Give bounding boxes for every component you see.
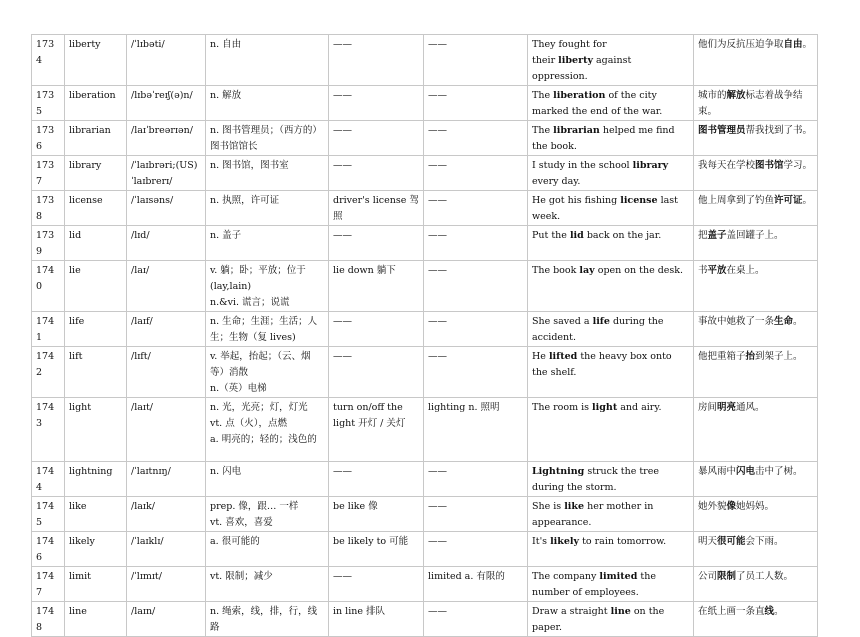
- table-row: [32, 532, 818, 567]
- translation: [694, 261, 818, 312]
- sentence-text: The: [532, 90, 554, 101]
- derivative-cell: ——: [424, 347, 528, 398]
- translation: [694, 121, 818, 156]
- translation-text: 会下雨。: [745, 536, 784, 547]
- highlighted-word: lifted: [548, 351, 578, 362]
- entry-number: 1739: [32, 226, 65, 261]
- entry-number: 1742: [32, 347, 65, 398]
- phonetic: /lɪd/: [127, 226, 206, 261]
- entry-number: 1736: [32, 121, 65, 156]
- highlighted-word: 生命: [774, 316, 794, 327]
- sentence-text: during the accident.: [532, 316, 664, 343]
- phrase-cell: be likely to 可能: [329, 532, 424, 567]
- translation-text: 明天: [698, 536, 718, 547]
- highlighted-word: 图书馆: [755, 160, 784, 171]
- derivative-cell: limited a. 有限的: [424, 567, 528, 602]
- part-of-speech-cell: [206, 462, 329, 497]
- table-row: [32, 156, 818, 191]
- phonetic: /laɪt/: [127, 398, 206, 462]
- part-of-speech-cell: [206, 86, 329, 121]
- highlighted-word: life: [592, 316, 610, 327]
- translation-text: 她妈妈。: [736, 501, 775, 512]
- phonetic: /ˈlaɪbrəri;(US)ˈlaɪbrerɪ/: [127, 156, 206, 191]
- highlighted-word: 图书管理员: [698, 125, 746, 136]
- example-sentence: [528, 602, 694, 637]
- definition-line: n. 绳索，线，排，行，线路: [210, 606, 318, 633]
- phonetic: /lɪbəˈreɪʃ(ə)n/: [127, 86, 206, 121]
- headword: limit: [65, 567, 127, 602]
- phrase-cell: turn on/off the light 开灯 / 关灯: [329, 398, 424, 462]
- translation: [694, 312, 818, 347]
- translation-text: 她外貌: [698, 501, 727, 512]
- translation: [694, 35, 818, 86]
- example-sentence: [528, 497, 694, 532]
- entry-number: 1747: [32, 567, 65, 602]
- highlighted-word: like: [564, 501, 585, 512]
- headword: liberation: [65, 86, 127, 121]
- definition-line: n. 光，光亮；灯，灯光: [210, 402, 308, 413]
- translation: [694, 347, 818, 398]
- derivative-cell: ——: [424, 462, 528, 497]
- example-sentence: [528, 156, 694, 191]
- entry-number: 1745: [32, 497, 65, 532]
- translation-text: 。: [793, 316, 803, 327]
- highlighted-word: likely: [550, 536, 580, 547]
- part-of-speech-cell: [206, 261, 329, 312]
- definition-line: vt. 喜欢，喜爱: [210, 517, 273, 528]
- table-row: [32, 602, 818, 637]
- part-of-speech-cell: [206, 567, 329, 602]
- derivative-cell: ——: [424, 191, 528, 226]
- phrase-cell: ——: [329, 121, 424, 156]
- highlighted-word: 解放: [726, 90, 746, 101]
- translation-text: 。: [802, 195, 813, 206]
- part-of-speech-cell: [206, 226, 329, 261]
- highlighted-word: line: [610, 606, 631, 617]
- phrase-cell: be like 像: [329, 497, 424, 532]
- headword: lightning: [65, 462, 127, 497]
- phrase-cell: ——: [329, 347, 424, 398]
- vocabulary-table: [31, 34, 818, 637]
- phonetic: /ˈlɪmɪt/: [127, 567, 206, 602]
- highlighted-word: 限制: [717, 571, 737, 582]
- highlighted-word: 抬: [745, 351, 756, 362]
- highlighted-word: lid: [569, 230, 584, 241]
- sentence-text: back on the jar.: [583, 230, 662, 241]
- example-sentence: [528, 86, 694, 121]
- headword: lid: [65, 226, 127, 261]
- headword: license: [65, 191, 127, 226]
- translation-text: 。: [774, 606, 784, 617]
- entry-number: 1743: [32, 398, 65, 462]
- phonetic: /laɪn/: [127, 602, 206, 637]
- entry-number: 1734: [32, 35, 65, 86]
- phonetic: /ˈlɪbəti/: [127, 35, 206, 86]
- translation-text: 公司: [698, 571, 718, 582]
- translation-text: 到架子上。: [755, 351, 803, 362]
- part-of-speech-cell: [206, 602, 329, 637]
- phonetic: /laɪk/: [127, 497, 206, 532]
- sentence-text: She is: [532, 501, 565, 512]
- sentence-text: her mother in appearance.: [532, 501, 654, 528]
- phrase-cell: ——: [329, 567, 424, 602]
- sentence-text: He got his fishing: [532, 195, 621, 206]
- phonetic: /laɪf/: [127, 312, 206, 347]
- sentence-text: The company: [532, 571, 600, 582]
- entry-number: 1735: [32, 86, 65, 121]
- sentence-text: open on the desk.: [594, 265, 684, 276]
- phonetic: /ˈlaɪsəns/: [127, 191, 206, 226]
- highlighted-word: 明亮: [717, 402, 737, 413]
- phrase-cell: ——: [329, 312, 424, 347]
- part-of-speech-cell: [206, 121, 329, 156]
- translation: [694, 191, 818, 226]
- sentence-text: their: [532, 55, 559, 66]
- phrase-cell: in line 排队: [329, 602, 424, 637]
- translation-text: 事故中她救了一条: [698, 316, 775, 327]
- translation-text: 在纸上画一条直: [698, 606, 765, 617]
- highlighted-word: limited: [599, 571, 638, 582]
- table-row: [32, 121, 818, 156]
- definition-line: n. 执照，许可证: [210, 195, 280, 206]
- part-of-speech-cell: [206, 497, 329, 532]
- translation-text: 通风。: [736, 402, 765, 413]
- table-row: [32, 347, 818, 398]
- translation: [694, 497, 818, 532]
- example-sentence: [528, 462, 694, 497]
- derivative-cell: ——: [424, 86, 528, 121]
- translation-text: 他把重箱子: [698, 351, 746, 362]
- translation: [694, 156, 818, 191]
- example-sentence: [528, 191, 694, 226]
- phrase-cell: lie down 躺下: [329, 261, 424, 312]
- headword: library: [65, 156, 127, 191]
- derivative-cell: ——: [424, 602, 528, 637]
- phonetic: /ˈlaɪklɪ/: [127, 532, 206, 567]
- highlighted-word: liberty: [558, 55, 593, 66]
- highlighted-word: 自由: [783, 39, 803, 50]
- table-row: [32, 86, 818, 121]
- translation: [694, 462, 818, 497]
- translation-text: 学习。: [783, 160, 813, 171]
- phrase-cell: ——: [329, 86, 424, 121]
- translation-text: 暴风雨中: [698, 466, 737, 477]
- phonetic: /laɪ/: [127, 261, 206, 312]
- translation-text: 房间: [698, 402, 718, 413]
- phrase-cell: ——: [329, 226, 424, 261]
- translation: [694, 602, 818, 637]
- headword: lie: [65, 261, 127, 312]
- highlighted-word: liberation: [553, 90, 606, 101]
- translation-text: 盖回罐子上。: [726, 230, 784, 241]
- example-sentence: [528, 121, 694, 156]
- table-row: [32, 497, 818, 532]
- table-row: [32, 462, 818, 497]
- translation-text: 标志着战争结束。: [698, 90, 803, 117]
- headword: librarian: [65, 121, 127, 156]
- table-row: [32, 261, 818, 312]
- part-of-speech-cell: [206, 156, 329, 191]
- phrase-cell: driver's license 驾照: [329, 191, 424, 226]
- table-body: [32, 35, 818, 637]
- sentence-text: It's: [532, 536, 551, 547]
- example-sentence: [528, 398, 694, 462]
- definition-line: prep. 像，跟… 一样: [210, 501, 299, 512]
- highlighted-word: 线: [764, 606, 775, 617]
- part-of-speech-cell: [206, 35, 329, 86]
- definition-line: v. 举起，抬起；（云、烟等）消散: [210, 351, 311, 378]
- definition-line: a. 很可能的: [210, 536, 260, 547]
- entry-number: 1738: [32, 191, 65, 226]
- definition-line: n. 图书管理员；（西方的）图书馆馆长: [210, 125, 322, 152]
- sentence-text: to rain tomorrow.: [579, 536, 667, 547]
- part-of-speech-cell: [206, 398, 329, 462]
- translation-text: 我每天在学校: [698, 160, 756, 171]
- table-row: [32, 191, 818, 226]
- entry-number: 1746: [32, 532, 65, 567]
- translation: [694, 226, 818, 261]
- definition-line: n.&vi. 谎言；说谎: [210, 297, 290, 308]
- example-sentence: [528, 567, 694, 602]
- phonetic: /ˈlaɪtnɪŋ/: [127, 462, 206, 497]
- definition-line: n. 自由: [210, 39, 242, 50]
- translation-text: 他上周拿到了钓鱼: [698, 195, 775, 206]
- headword: line: [65, 602, 127, 637]
- sentence-text: every day.: [532, 176, 581, 187]
- translation-text: 书: [698, 265, 708, 276]
- highlighted-word: 闪电: [736, 466, 756, 477]
- highlighted-word: librarian: [553, 125, 600, 136]
- sentence-text: last week.: [532, 195, 678, 222]
- table-row: [32, 567, 818, 602]
- translation: [694, 532, 818, 567]
- table-row: [32, 226, 818, 261]
- derivative-cell: ——: [424, 532, 528, 567]
- derivative-cell: ——: [424, 261, 528, 312]
- highlighted-word: license: [620, 195, 658, 206]
- highlighted-word: 像: [726, 501, 737, 512]
- phonetic: /laɪˈbreərɪən/: [127, 121, 206, 156]
- example-sentence: [528, 226, 694, 261]
- translation-text: 他们为反抗压迫争取: [698, 39, 784, 50]
- definition-line: a. 明亮的；轻的；浅色的: [210, 434, 317, 445]
- definition-line: n. 盖子: [210, 230, 242, 241]
- derivative-cell: ——: [424, 312, 528, 347]
- sentence-text: the number of employees.: [532, 571, 656, 598]
- highlighted-word: light: [592, 402, 618, 413]
- highlighted-word: lay: [579, 265, 595, 276]
- highlighted-word: 很可能: [717, 536, 746, 547]
- highlighted-word: 许可证: [774, 195, 803, 206]
- headword: life: [65, 312, 127, 347]
- phrase-cell: ——: [329, 35, 424, 86]
- example-sentence: [528, 347, 694, 398]
- derivative-cell: ——: [424, 35, 528, 86]
- translation-text: 把: [698, 230, 708, 241]
- example-sentence: [528, 532, 694, 567]
- translation: [694, 567, 818, 602]
- translation-text: 城市的: [698, 90, 727, 101]
- headword: liberty: [65, 35, 127, 86]
- headword: like: [65, 497, 127, 532]
- part-of-speech-cell: [206, 312, 329, 347]
- translation-text: 在桌上。: [726, 265, 765, 276]
- translation-text: 。: [802, 39, 813, 50]
- definition-line: n. 图书馆，图书室: [210, 160, 289, 171]
- translation-text: 帮我找到了书。: [745, 125, 813, 136]
- sentence-text: The: [532, 125, 554, 136]
- sentence-text: The book: [532, 265, 580, 276]
- highlighted-word: Lightning: [532, 466, 585, 477]
- table-row: [32, 35, 818, 86]
- headword: likely: [65, 532, 127, 567]
- entry-number: 1740: [32, 261, 65, 312]
- entry-number: 1744: [32, 462, 65, 497]
- highlighted-word: 平放: [707, 265, 727, 276]
- part-of-speech-cell: [206, 532, 329, 567]
- definition-line: vt. 点（火），点燃: [210, 418, 287, 429]
- derivative-cell: ——: [424, 226, 528, 261]
- derivative-cell: ——: [424, 156, 528, 191]
- phrase-cell: ——: [329, 462, 424, 497]
- sentence-text: I study in the school: [532, 160, 633, 171]
- headword: light: [65, 398, 127, 462]
- definition-line: n. 解放: [210, 90, 242, 101]
- highlighted-word: library: [632, 160, 669, 171]
- sentence-text: the heavy box onto the shelf.: [532, 351, 672, 378]
- translation: [694, 398, 818, 462]
- definition-line: n.（英）电梯: [210, 383, 267, 394]
- sentence-text: Draw a straight: [532, 606, 611, 617]
- sentence-text: The room is: [532, 402, 593, 413]
- definition-line: n. 闪电: [210, 466, 242, 477]
- definition-line: v. 躺；卧；平放；位于 (lay,lain): [210, 265, 306, 292]
- definition-line: vt. 限制；减少: [210, 571, 273, 582]
- example-sentence: [528, 312, 694, 347]
- phonetic: /lɪft/: [127, 347, 206, 398]
- headword: lift: [65, 347, 127, 398]
- part-of-speech-cell: [206, 191, 329, 226]
- derivative-cell: lighting n. 照明: [424, 398, 528, 462]
- sentence-text: They fought for: [532, 39, 607, 50]
- entry-number: 1737: [32, 156, 65, 191]
- example-sentence: [528, 261, 694, 312]
- table-row: [32, 398, 818, 462]
- sentence-text: and airy.: [617, 402, 662, 413]
- translation-text: 击中了树。: [755, 466, 803, 477]
- highlighted-word: 盖子: [707, 230, 727, 241]
- translation: [694, 86, 818, 121]
- definition-line: n. 生命；生涯；生活；人生；生物（复 lives): [210, 316, 318, 343]
- sentence-text: He: [532, 351, 549, 362]
- sentence-text: She saved a: [532, 316, 593, 327]
- example-sentence: [528, 35, 694, 86]
- sentence-text: of the city marked the end of the war.: [532, 90, 663, 117]
- part-of-speech-cell: [206, 347, 329, 398]
- sentence-text: helped me find the book.: [532, 125, 675, 152]
- entry-number: 1741: [32, 312, 65, 347]
- entry-number: 1748: [32, 602, 65, 637]
- sentence-text: against oppression.: [532, 55, 632, 82]
- sentence-text: on the paper.: [532, 606, 665, 633]
- derivative-cell: ——: [424, 497, 528, 532]
- sentence-text: struck the tree during the storm.: [532, 466, 659, 493]
- sentence-text: Put the: [532, 230, 570, 241]
- derivative-cell: ——: [424, 121, 528, 156]
- phrase-cell: ——: [329, 156, 424, 191]
- table-row: [32, 312, 818, 347]
- translation-text: 了员工人数。: [736, 571, 794, 582]
